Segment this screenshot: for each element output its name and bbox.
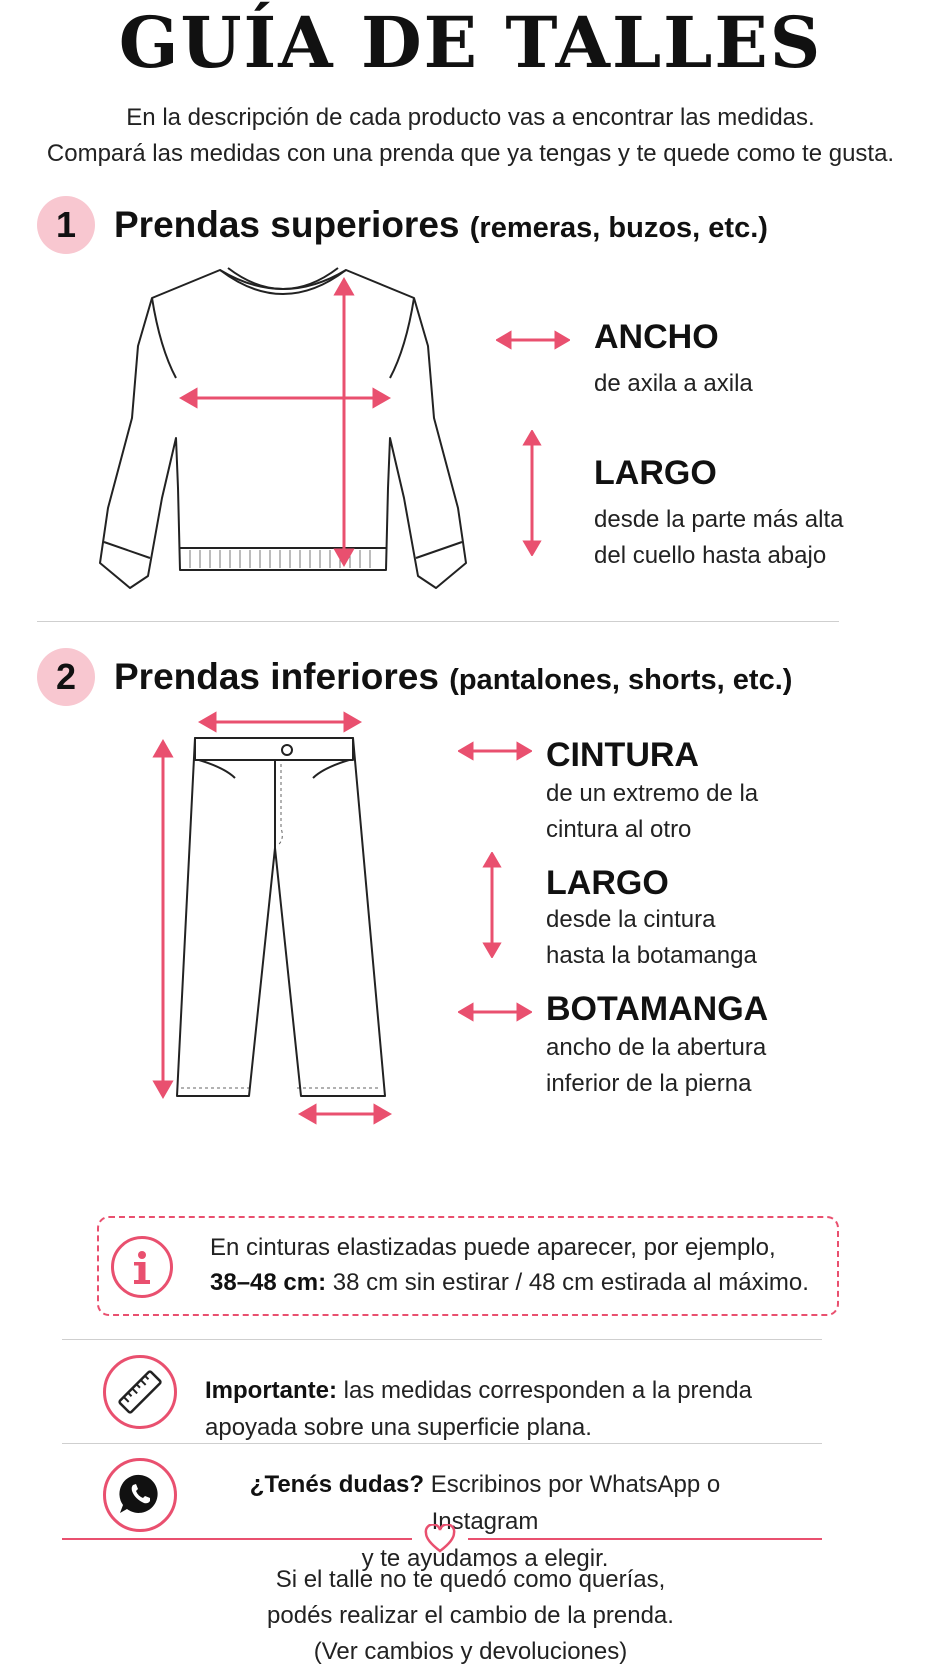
measure-cintura-desc-line-1: de un extremo de la [546,780,759,807]
footer-line-1: Si el talle no te quedó como querías, [275,1566,666,1593]
measure-largo-title: LARGO [594,454,717,492]
important-divider [62,1339,822,1340]
measure-botamanga-desc [546,1030,766,1102]
measure-botamanga-title: BOTAMANGA [546,990,769,1028]
info-note-line-1: En cinturas elastizadas puede aparecer, por ejemplo, [210,1234,776,1261]
footer-rule-right [468,1538,822,1540]
page-title: GUÍA DE TALLES [118,1,823,84]
measure-cintura-desc [546,776,758,848]
questions-line-1-rest: Escribinos por WhatsApp o Instagram [424,1471,721,1535]
measure-largo-desc-line-1: desde la parte más alta [594,506,844,533]
section-divider [37,621,839,622]
info-note-text [210,1230,809,1300]
measure-botamanga-desc-line-2: inferior de la pierna [546,1070,752,1097]
section-2-badge: 2 [37,648,95,706]
hem-arrow-icon [458,1000,532,1024]
ruler-icon [103,1355,177,1429]
sweater-illustration [90,258,480,608]
measure-largo-desc-line-2: del cuello hasta abajo [594,542,827,569]
questions-text [205,1466,765,1577]
heart-icon [424,1524,456,1554]
section-2-title: Prendas inferiores [114,656,439,697]
measure-cintura-title: CINTURA [546,736,699,774]
measure-largo-pants-desc [546,902,757,974]
important-bold: Importante: [205,1377,337,1404]
pants-illustration [145,708,405,1128]
footer-rule-left [62,1538,412,1540]
footer-link[interactable]: (Ver cambios y devoluciones) [313,1638,628,1665]
intro-line-2: Compará las medidas con una prenda que ya tengas y te quede como te gusta. [46,140,895,167]
questions-bold: ¿Tenés dudas? [249,1471,425,1498]
measure-largo-pants-desc-line-2: hasta la botamanga [546,942,757,969]
section-1-title: Prendas superiores [114,204,460,245]
questions-line-1 [205,1466,765,1540]
important-line-2: apoyada sobre una superficie plana. [205,1414,592,1441]
info-note-bold: 38–48 cm: [210,1269,327,1296]
section-1-badge: 1 [37,196,95,254]
measure-largo-pants-desc-line-1: desde la cintura [546,906,716,933]
intro-line-1: En la descripción de cada producto vas a encontrar las medidas. [126,104,815,131]
info-note-line-2-rest: 38 cm sin estirar / 48 cm estirada al máximo. [326,1269,809,1296]
measure-botamanga-desc-line-1: ancho de la abertura [546,1034,767,1061]
info-note-line-2 [210,1265,809,1300]
section-1-subtitle: (remeras, buzos, etc.) [469,212,768,244]
width-arrow-icon [496,328,570,352]
whatsapp-icon[interactable] [103,1458,177,1532]
info-icon [111,1236,173,1298]
section-1-heading [114,204,768,246]
footer-text [0,1562,941,1670]
important-line-1-rest: las medidas corresponden a la prenda [337,1377,752,1404]
important-line-1 [205,1372,752,1409]
intro-text [0,100,941,172]
inseam-arrow-icon [480,852,504,958]
important-text [205,1372,752,1446]
section-2-subtitle: (pantalones, shorts, etc.) [449,664,793,696]
section-2-heading [114,656,792,698]
questions-line-2: y te ayudamos a elegir. [361,1545,609,1572]
measure-largo-desc [594,502,843,574]
measure-largo-pants-title: LARGO [546,864,669,902]
waist-arrow-icon [458,739,532,763]
measure-ancho-desc: de axila a axila [594,370,753,397]
length-arrow-icon [520,430,544,556]
measure-ancho-title: ANCHO [594,318,719,356]
measure-cintura-desc-line-2: cintura al otro [546,816,692,843]
footer-line-2: podés realizar el cambio de la prenda. [267,1602,674,1629]
questions-divider [62,1443,822,1444]
